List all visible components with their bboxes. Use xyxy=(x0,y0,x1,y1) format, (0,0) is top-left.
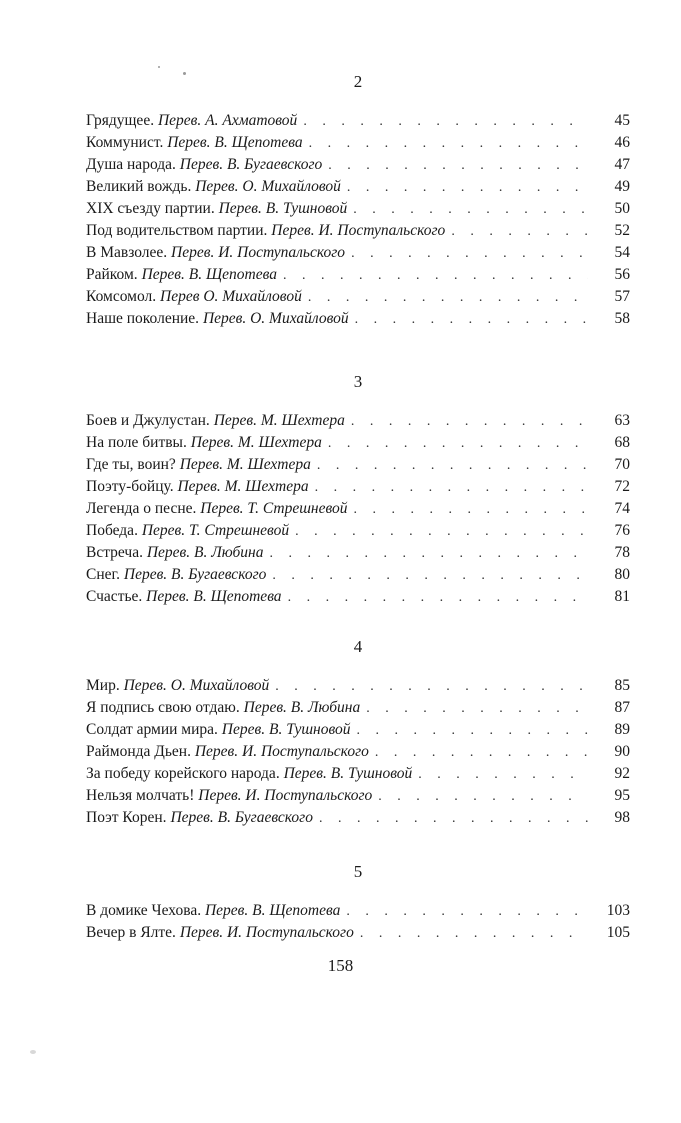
toc-entry xyxy=(86,675,630,697)
entry-title: Грядущее. xyxy=(86,112,155,129)
dot-leader xyxy=(375,742,588,764)
toc-entry xyxy=(86,741,630,763)
entry-translator: Перев. И. Поступальского xyxy=(271,222,446,239)
dot-leader xyxy=(328,433,588,455)
dot-leader xyxy=(354,499,589,521)
entry-title: В Мавзолее. xyxy=(86,244,168,261)
toc-entry xyxy=(86,308,630,330)
entry-title: Легенда о песне. xyxy=(86,500,197,517)
dot-leader xyxy=(451,221,588,243)
entry-page-number: 98 xyxy=(614,809,630,826)
entry-title: За победу корейского народа. xyxy=(86,765,280,782)
entry-page-number: 89 xyxy=(614,721,630,738)
entry-page-number: 49 xyxy=(614,178,630,195)
entry-title: Великий вождь. xyxy=(86,178,192,195)
entry-translator: Перев. В. Бугаевского xyxy=(170,809,313,826)
dot-leader xyxy=(283,265,588,287)
entry-page-number: 87 xyxy=(614,699,630,716)
entry-page-number: 81 xyxy=(614,588,630,605)
dot-leader xyxy=(272,565,588,587)
dot-leader xyxy=(366,698,588,720)
toc-entry xyxy=(86,176,630,198)
entry-page-number: 95 xyxy=(614,787,630,804)
dot-leader xyxy=(357,720,589,742)
entry-translator: Перев. В. Бугаевского xyxy=(179,156,323,173)
toc-entry-list xyxy=(86,410,630,608)
dot-leader xyxy=(317,455,588,477)
dot-leader xyxy=(351,411,588,433)
entry-translator: Перев. И. Поступальского xyxy=(198,787,373,804)
entry-page-number: 57 xyxy=(614,288,630,305)
entry-title: XIX съезду партии. xyxy=(86,200,215,217)
entry-title: Встреча. xyxy=(86,544,143,561)
entry-title: Солдат армии мира. xyxy=(86,721,218,738)
entry-translator: Перев. О. Михайловой xyxy=(123,677,270,694)
entry-translator: Перев. О. Михайловой xyxy=(195,178,341,195)
toc-entry xyxy=(86,410,630,432)
dot-leader xyxy=(303,111,588,133)
entry-page-number: 78 xyxy=(614,544,630,561)
entry-page-number: 74 xyxy=(614,500,630,517)
dot-leader xyxy=(378,786,588,808)
entry-translator: Перев. В. Щепотева xyxy=(204,902,341,919)
section-number: 2 xyxy=(353,72,363,91)
entry-page-number: 70 xyxy=(614,456,630,473)
entry-title: Поэту-бойцу. xyxy=(86,478,174,495)
entry-translator: Перев. А. Ахматовой xyxy=(157,112,298,129)
entry-translator: Перев. Т. Стрешневой xyxy=(141,522,290,539)
entry-title: Я подпись свою отдаю. xyxy=(86,699,240,716)
entry-title: Под водительством партии. xyxy=(86,222,268,239)
dot-leader xyxy=(418,764,588,786)
entry-page-number: 103 xyxy=(606,902,630,919)
entry-page-number: 50 xyxy=(614,200,630,217)
toc-entry xyxy=(86,154,630,176)
toc-entry xyxy=(86,454,630,476)
entry-translator: Перев. М. Шехтера xyxy=(177,478,309,495)
entry-translator: Перев. В. Бугаевского xyxy=(123,566,267,583)
entry-title: Нельзя молчать! xyxy=(86,787,195,804)
entry-translator: Перев. Т. Стрешневой xyxy=(200,500,348,517)
toc-entry xyxy=(86,110,630,132)
toc-entry xyxy=(86,132,630,154)
entry-page-number: 47 xyxy=(614,156,630,173)
entry-page-number: 90 xyxy=(614,743,630,760)
toc-entry-list xyxy=(86,900,630,944)
dot-leader xyxy=(309,133,588,155)
toc-entry xyxy=(86,900,630,922)
toc-entry xyxy=(86,542,630,564)
scan-speck xyxy=(158,66,160,68)
entry-title: Где ты, воин? xyxy=(86,456,176,473)
entry-page-number: 76 xyxy=(614,522,630,539)
entry-page-number: 46 xyxy=(614,134,630,151)
dot-leader xyxy=(360,923,588,945)
toc-entry xyxy=(86,785,630,807)
entry-translator: Перев. М. Шехтера xyxy=(190,434,322,451)
entry-translator: Перев. М. Шехтера xyxy=(213,412,345,429)
entry-title: Счастье. xyxy=(86,588,143,605)
toc-entry xyxy=(86,520,630,542)
entry-title: Душа народа. xyxy=(86,156,176,173)
dot-leader xyxy=(353,199,588,221)
toc-entry xyxy=(86,586,630,608)
dot-leader xyxy=(346,901,588,923)
toc-entry xyxy=(86,719,630,741)
dot-leader xyxy=(308,287,588,309)
dot-leader xyxy=(347,177,588,199)
entry-title: Победа. xyxy=(86,522,138,539)
entry-title: Вечер в Ялте. xyxy=(86,924,176,941)
entry-title: Раймонда Дьен. xyxy=(86,743,191,760)
toc-section-4 xyxy=(86,637,630,829)
dot-leader xyxy=(319,808,588,830)
entry-translator: Перев. В. Любина xyxy=(146,544,264,561)
toc-entry xyxy=(86,286,630,308)
toc-entry-list xyxy=(86,675,630,829)
toc-section-3 xyxy=(86,372,630,608)
entry-page-number: 105 xyxy=(606,924,630,941)
entry-translator: Перев. И. Поступальского xyxy=(179,924,354,941)
dot-leader xyxy=(288,587,588,609)
toc-entry xyxy=(86,476,630,498)
entry-title: В домике Чехова. xyxy=(86,902,202,919)
entry-translator: Перев. И. Поступальского xyxy=(194,743,369,760)
entry-page-number: 72 xyxy=(614,478,630,495)
entry-title: Коммунист. xyxy=(86,134,164,151)
entry-translator: Перев. В. Щепотева xyxy=(146,588,282,605)
section-number: 4 xyxy=(353,637,363,656)
toc-entry xyxy=(86,564,630,586)
entry-translator: Перев. В. Любина xyxy=(243,699,361,716)
entry-page-number: 80 xyxy=(614,566,630,583)
dot-leader xyxy=(315,477,588,499)
entry-page-number: 56 xyxy=(614,266,630,283)
toc-entry xyxy=(86,264,630,286)
toc-section-5 xyxy=(86,862,630,944)
entry-title: Снег. xyxy=(86,566,120,583)
section-number: 3 xyxy=(353,372,363,391)
entry-translator: Перев. И. Поступальского xyxy=(171,244,346,261)
entry-page-number: 68 xyxy=(614,434,630,451)
toc-section-2 xyxy=(86,72,630,330)
entry-translator: Перев О. Михайловой xyxy=(160,288,302,305)
toc-entry xyxy=(86,922,630,944)
dot-leader xyxy=(355,309,588,331)
toc-entry xyxy=(86,697,630,719)
toc-entry xyxy=(86,807,630,829)
scan-speck xyxy=(30,1050,36,1054)
toc-entry-list xyxy=(86,110,630,330)
entry-page-number: 52 xyxy=(614,222,630,239)
entry-title: На поле битвы. xyxy=(86,434,187,451)
entry-title: Боев и Джулустан. xyxy=(86,412,210,429)
toc-entry xyxy=(86,220,630,242)
entry-translator: Перев. В. Щепотева xyxy=(141,266,277,283)
entry-title: Мир. xyxy=(86,677,120,694)
entry-page-number: 85 xyxy=(614,677,630,694)
entry-translator: Перев. В. Щепотева xyxy=(167,134,303,151)
entry-page-number: 54 xyxy=(614,244,630,261)
entry-title: Наше поколение. xyxy=(86,310,200,327)
toc-entry xyxy=(86,198,630,220)
toc-entry xyxy=(86,432,630,454)
dot-leader xyxy=(328,155,588,177)
entry-title: Поэт Корен. xyxy=(86,809,167,826)
entry-title: Комсомол. xyxy=(86,288,157,305)
dot-leader xyxy=(275,676,588,698)
entry-translator: Перев. М. Шехтера xyxy=(179,456,311,473)
toc-entry xyxy=(86,498,630,520)
dot-leader xyxy=(269,543,588,565)
entry-translator: Перев. О. Михайловой xyxy=(202,310,349,327)
scan-speck xyxy=(183,72,186,75)
toc-entry xyxy=(86,242,630,264)
entry-page-number: 92 xyxy=(614,765,630,782)
dot-leader xyxy=(351,243,588,265)
page-number: 158 xyxy=(327,956,354,975)
entry-translator: Перев. В. Тушновой xyxy=(283,765,413,782)
section-number: 5 xyxy=(353,862,363,881)
entry-page-number: 45 xyxy=(614,112,630,129)
entry-translator: Перев. В. Тушновой xyxy=(221,721,351,738)
entry-title: Райком. xyxy=(86,266,138,283)
toc-entry xyxy=(86,763,630,785)
entry-translator: Перев. В. Тушновой xyxy=(218,200,348,217)
entry-page-number: 63 xyxy=(614,412,630,429)
entry-page-number: 58 xyxy=(614,310,630,327)
dot-leader xyxy=(295,521,588,543)
